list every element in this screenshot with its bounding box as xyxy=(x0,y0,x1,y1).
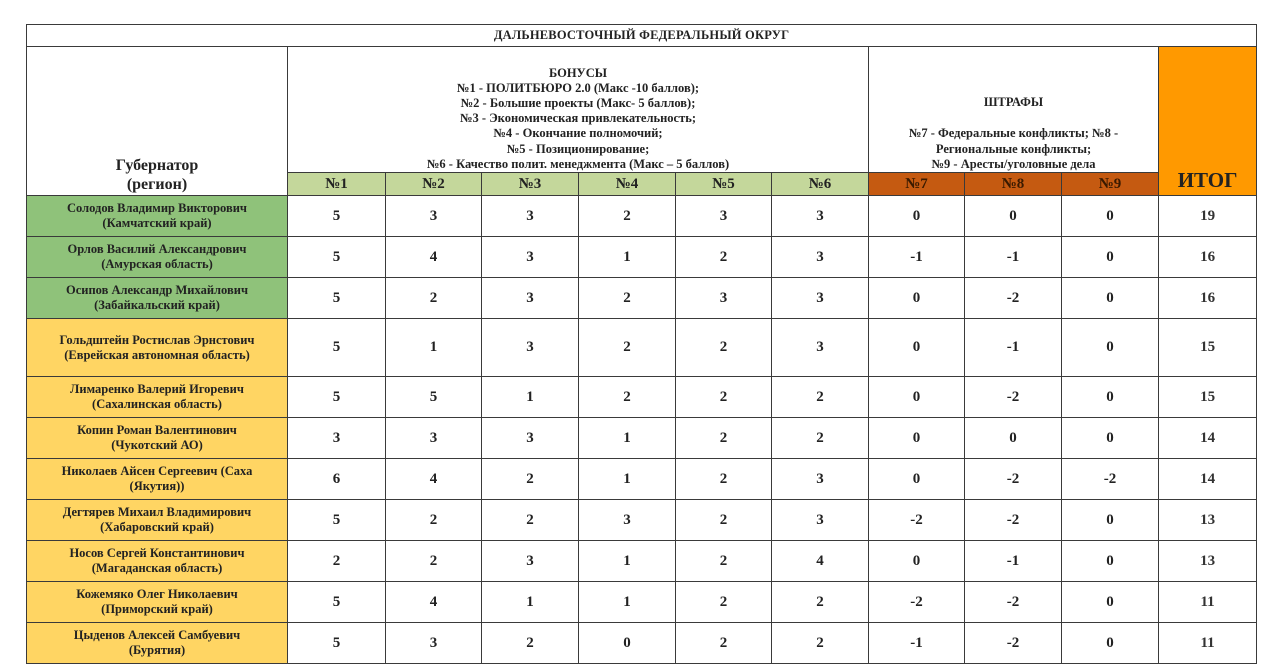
governor-cell xyxy=(27,319,288,377)
score-cell-1: 2 xyxy=(288,541,386,582)
score-cell-9: 0 xyxy=(1062,278,1159,319)
total-cell: 13 xyxy=(1159,500,1257,541)
governor-region: (Камчатский край) xyxy=(102,216,212,230)
score-cell-1: 5 xyxy=(288,237,386,278)
score-cell-8: 0 xyxy=(965,196,1062,237)
total-cell: 13 xyxy=(1159,541,1257,582)
score-cell-1: 6 xyxy=(288,459,386,500)
score-cell-6: 3 xyxy=(772,278,869,319)
score-cell-3: 2 xyxy=(482,500,579,541)
score-cell-4: 2 xyxy=(579,319,676,377)
score-cell-7: 0 xyxy=(869,319,965,377)
score-cell-9: 0 xyxy=(1062,541,1159,582)
score-cell-4: 2 xyxy=(579,377,676,418)
score-cell-1: 5 xyxy=(288,377,386,418)
bonus-title: БОНУСЫ xyxy=(548,65,608,80)
score-cell-3: 3 xyxy=(482,319,579,377)
governor-region: (Хабаровский край) xyxy=(100,520,214,534)
score-cell-3: 3 xyxy=(482,196,579,237)
score-cell-2: 2 xyxy=(386,278,482,319)
score-cell-6: 2 xyxy=(772,418,869,459)
score-cell-2: 3 xyxy=(386,623,482,664)
score-cell-5: 3 xyxy=(676,196,772,237)
score-cell-4: 2 xyxy=(579,278,676,319)
bonus-line: №4 - Окончание полномочий; xyxy=(493,126,663,141)
score-cell-9: 0 xyxy=(1062,237,1159,278)
total-cell: 15 xyxy=(1159,377,1257,418)
score-cell-1: 5 xyxy=(288,582,386,623)
score-cell-6: 3 xyxy=(772,319,869,377)
score-cell-7: -1 xyxy=(869,237,965,278)
fine-line: Региональные конфликты; xyxy=(935,141,1092,156)
score-cell-7: 0 xyxy=(869,377,965,418)
governor-name: Николаев Айсен Сергеевич (Саха xyxy=(61,464,253,478)
score-cell-1: 3 xyxy=(288,418,386,459)
fine-line: №7 - Федеральные конфликты; №8 - xyxy=(908,126,1119,141)
table-row xyxy=(27,500,1257,541)
governor-cell xyxy=(27,377,288,418)
score-cell-8: -2 xyxy=(965,377,1062,418)
governor-cell xyxy=(27,196,288,237)
governor-cell xyxy=(27,278,288,319)
column-header-9: №9 xyxy=(1062,173,1159,196)
score-cell-7: 0 xyxy=(869,541,965,582)
score-cell-5: 2 xyxy=(676,418,772,459)
score-cell-2: 4 xyxy=(386,459,482,500)
column-header-4: №4 xyxy=(579,173,676,196)
score-cell-4: 1 xyxy=(579,459,676,500)
score-cell-9: 0 xyxy=(1062,582,1159,623)
score-cell-5: 2 xyxy=(676,582,772,623)
column-header-8: №8 xyxy=(965,173,1062,196)
score-cell-7: -2 xyxy=(869,582,965,623)
score-cell-2: 3 xyxy=(386,418,482,459)
governor-region: (Чукотский АО) xyxy=(111,438,203,452)
score-cell-8: -1 xyxy=(965,541,1062,582)
governor-name: Цыденов Алексей Самбуевич xyxy=(73,628,241,642)
score-cell-2: 3 xyxy=(386,196,482,237)
score-cell-4: 0 xyxy=(579,623,676,664)
score-cell-8: -2 xyxy=(965,582,1062,623)
score-cell-2: 4 xyxy=(386,582,482,623)
score-cell-5: 2 xyxy=(676,459,772,500)
score-cell-6: 2 xyxy=(772,623,869,664)
governor-region: (Приморский край) xyxy=(101,602,213,616)
score-cell-8: -2 xyxy=(965,623,1062,664)
score-cell-7: 0 xyxy=(869,459,965,500)
bonus-line: №1 - ПОЛИТБЮРО 2.0 (Макс -10 баллов); xyxy=(456,80,700,95)
score-cell-5: 2 xyxy=(676,377,772,418)
table-row xyxy=(27,319,1257,377)
score-cell-6: 3 xyxy=(772,237,869,278)
bonus-line: №2 - Большие проекты (Макс- 5 баллов); xyxy=(460,95,696,110)
score-cell-7: 0 xyxy=(869,418,965,459)
district-title: ДАЛЬНЕВОСТОЧНЫЙ ФЕДЕРАЛЬНЫЙ ОКРУГ xyxy=(27,25,1257,47)
score-cell-4: 1 xyxy=(579,418,676,459)
score-cell-5: 2 xyxy=(676,237,772,278)
score-cell-2: 2 xyxy=(386,541,482,582)
score-cell-7: 0 xyxy=(869,196,965,237)
score-cell-6: 2 xyxy=(772,377,869,418)
bonus-line: №5 - Позиционирование; xyxy=(506,141,650,156)
score-cell-9: 0 xyxy=(1062,623,1159,664)
governor-name: Носов Сергей Константинович xyxy=(69,546,245,560)
score-cell-9: -2 xyxy=(1062,459,1159,500)
total-cell: 19 xyxy=(1159,196,1257,237)
total-cell: 11 xyxy=(1159,623,1257,664)
governor-name: Гольдштейн Ростислав Эрнстович xyxy=(59,332,255,347)
score-cell-1: 5 xyxy=(288,623,386,664)
score-cell-4: 1 xyxy=(579,541,676,582)
governor-region: (Забайкальский край) xyxy=(94,298,220,312)
governor-name: Лимаренко Валерий Игоревич xyxy=(70,382,244,396)
score-cell-6: 3 xyxy=(772,459,869,500)
governor-name: Дегтярев Михаил Владимирович xyxy=(62,505,252,519)
total-cell: 16 xyxy=(1159,237,1257,278)
score-cell-1: 5 xyxy=(288,196,386,237)
score-cell-7: 0 xyxy=(869,278,965,319)
bonus-line: №3 - Экономическая привлекательность; xyxy=(459,111,697,126)
score-cell-1: 5 xyxy=(288,319,386,377)
governor-region: (Амурская область) xyxy=(101,257,213,271)
governor-region: (Якутия)) xyxy=(129,479,185,493)
score-cell-2: 2 xyxy=(386,500,482,541)
score-cell-1: 5 xyxy=(288,278,386,319)
governor-column-header xyxy=(27,47,288,196)
governor-cell xyxy=(27,500,288,541)
governor-name: Орлов Василий Александрович xyxy=(67,242,247,256)
column-header-7: №7 xyxy=(869,173,965,196)
table-row xyxy=(27,196,1257,237)
fine-line: №9 - Аресты/уголовные дела xyxy=(931,156,1096,171)
score-cell-2: 1 xyxy=(386,319,482,377)
total-cell: 14 xyxy=(1159,459,1257,500)
score-cell-9: 0 xyxy=(1062,377,1159,418)
total-cell: 16 xyxy=(1159,278,1257,319)
bonus-line: №6 - Качество полит. менеджмента (Макс – 5 баллов) xyxy=(426,156,730,171)
governor-region: (Бурятия) xyxy=(128,643,186,657)
score-cell-5: 2 xyxy=(676,500,772,541)
score-cell-5: 2 xyxy=(676,623,772,664)
governor-header-label: Губернатор xyxy=(115,157,199,174)
total-cell: 14 xyxy=(1159,418,1257,459)
governor-cell xyxy=(27,418,288,459)
score-cell-5: 3 xyxy=(676,278,772,319)
score-cell-3: 3 xyxy=(482,418,579,459)
score-cell-9: 0 xyxy=(1062,418,1159,459)
governor-region: (Магаданская область) xyxy=(91,561,223,575)
score-cell-8: -2 xyxy=(965,500,1062,541)
column-header-2: №2 xyxy=(386,173,482,196)
fine-title: ШТРАФЫ xyxy=(983,95,1044,110)
governor-cell xyxy=(27,623,288,664)
governor-name: Копин Роман Валентинович xyxy=(77,423,237,437)
score-cell-3: 3 xyxy=(482,237,579,278)
table-row xyxy=(27,377,1257,418)
total-cell: 11 xyxy=(1159,582,1257,623)
table-row xyxy=(27,582,1257,623)
score-cell-7: -1 xyxy=(869,623,965,664)
governor-rating-table xyxy=(26,24,1257,664)
score-cell-3: 2 xyxy=(482,459,579,500)
score-cell-8: -2 xyxy=(965,459,1062,500)
score-cell-6: 3 xyxy=(772,196,869,237)
score-cell-2: 4 xyxy=(386,237,482,278)
score-cell-5: 2 xyxy=(676,319,772,377)
governor-name: Кожемяко Олег Николаевич xyxy=(76,587,238,601)
fine-description xyxy=(869,47,1159,173)
governor-region: (Еврейская автономная область) xyxy=(64,347,250,362)
column-header-1: №1 xyxy=(288,173,386,196)
score-cell-3: 2 xyxy=(482,623,579,664)
score-cell-3: 1 xyxy=(482,582,579,623)
governor-region: (Сахалинская область) xyxy=(92,397,222,411)
table-row xyxy=(27,459,1257,500)
score-cell-3: 1 xyxy=(482,377,579,418)
score-cell-8: 0 xyxy=(965,418,1062,459)
score-cell-3: 3 xyxy=(482,278,579,319)
total-column-header: ИТОГ xyxy=(1159,47,1257,196)
score-cell-4: 1 xyxy=(579,237,676,278)
score-cell-4: 3 xyxy=(579,500,676,541)
column-header-3: №3 xyxy=(482,173,579,196)
bonus-description xyxy=(288,47,869,173)
table-row xyxy=(27,237,1257,278)
score-cell-8: -1 xyxy=(965,319,1062,377)
score-cell-6: 2 xyxy=(772,582,869,623)
score-cell-5: 2 xyxy=(676,541,772,582)
score-cell-8: -2 xyxy=(965,278,1062,319)
score-cell-9: 0 xyxy=(1062,500,1159,541)
table-row xyxy=(27,541,1257,582)
table-row xyxy=(27,278,1257,319)
score-cell-3: 3 xyxy=(482,541,579,582)
governor-cell xyxy=(27,582,288,623)
governor-name: Осипов Александр Михайлович xyxy=(65,283,248,297)
region-header-label: (регион) xyxy=(126,176,188,193)
score-cell-9: 0 xyxy=(1062,196,1159,237)
score-cell-4: 1 xyxy=(579,582,676,623)
score-cell-4: 2 xyxy=(579,196,676,237)
score-cell-7: -2 xyxy=(869,500,965,541)
governor-cell xyxy=(27,237,288,278)
score-cell-6: 3 xyxy=(772,500,869,541)
governor-cell xyxy=(27,541,288,582)
table-row xyxy=(27,623,1257,664)
governor-cell xyxy=(27,459,288,500)
score-cell-9: 0 xyxy=(1062,319,1159,377)
score-cell-2: 5 xyxy=(386,377,482,418)
column-header-6: №6 xyxy=(772,173,869,196)
score-cell-1: 5 xyxy=(288,500,386,541)
column-header-5: №5 xyxy=(676,173,772,196)
score-cell-8: -1 xyxy=(965,237,1062,278)
governor-name: Солодов Владимир Викторович xyxy=(67,201,247,215)
table-row xyxy=(27,418,1257,459)
score-cell-6: 4 xyxy=(772,541,869,582)
total-cell: 15 xyxy=(1159,319,1257,377)
